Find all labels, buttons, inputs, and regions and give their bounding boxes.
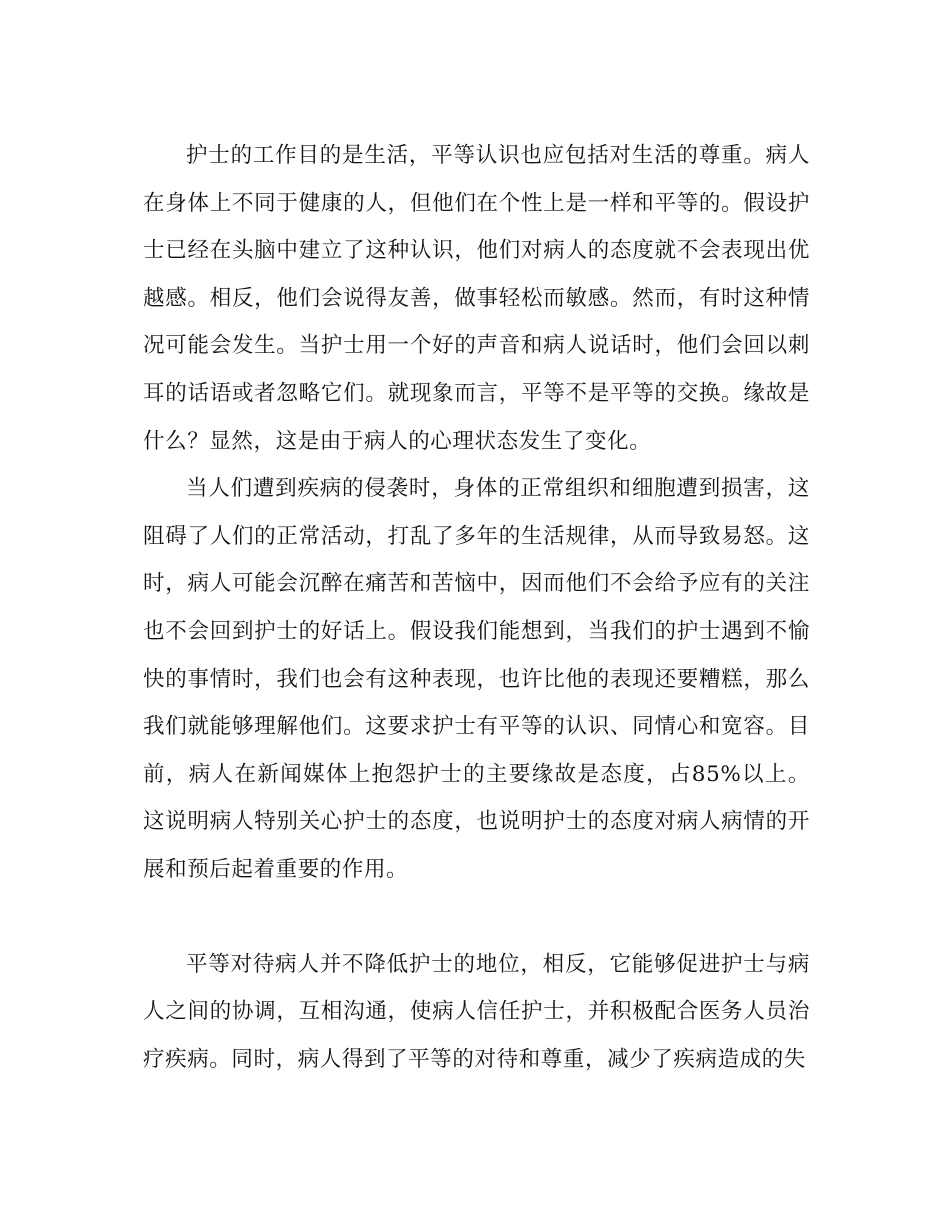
paragraph-3: 平等对待病人并不降低护士的地位，相反，它能够促进护士与病人之间的协调，互相沟通，使病人信任护士，并积极配合医务人员治疗疾病。同时，病人得到了平等的对待和尊重，减少了疾病造成的失 — [143, 951, 810, 1072]
document-page — [143, 132, 810, 1083]
paragraph-2: 当人们遭到疾病的侵袭时，身体的正常组织和细胞遭到损害，这阻碍了人们的正常活动，打乱了多年的生活规律，从而导致易怒。这时，病人可能会沉醉在痛苦和苦恼中，因而他们不会给予应有的关注也不会回到护士的好话上。假设我们能想到，当我们的护士遇到不愉快的事情时，我们也会有这种表现，也许比他的表现还要糟糕，那么我们就能够理解他们。这要求护士有平等的认识、同情心和宽容。目前，病人在新闻媒体上抱怨护士的主要缘故是态度，占85%以上。这说明病人特别关心护士的态度，也说明护士的态度对病人病情的开展和预后起着重要的作用。 — [143, 476, 810, 882]
paragraph-1: 护士的工作目的是生活，平等认识也应包括对生活的尊重。病人在身体上不同于健康的人，但他们在个性上是一样和平等的。假设护士已经在头脑中建立了这种认识，他们对病人的态度就不会表现出优越感。相反，他们会说得友善，做事轻松而敏感。然而，有时这种情况可能会发生。当护士用一个好的声音和病人说话时，他们会回以刺耳的话语或者忽略它们。就现象而言，平等不是平等的交换。缘故是什么？显然，这是由于病人的心理状态发生了变化。 — [143, 143, 810, 454]
paragraph-spacer — [143, 894, 810, 941]
